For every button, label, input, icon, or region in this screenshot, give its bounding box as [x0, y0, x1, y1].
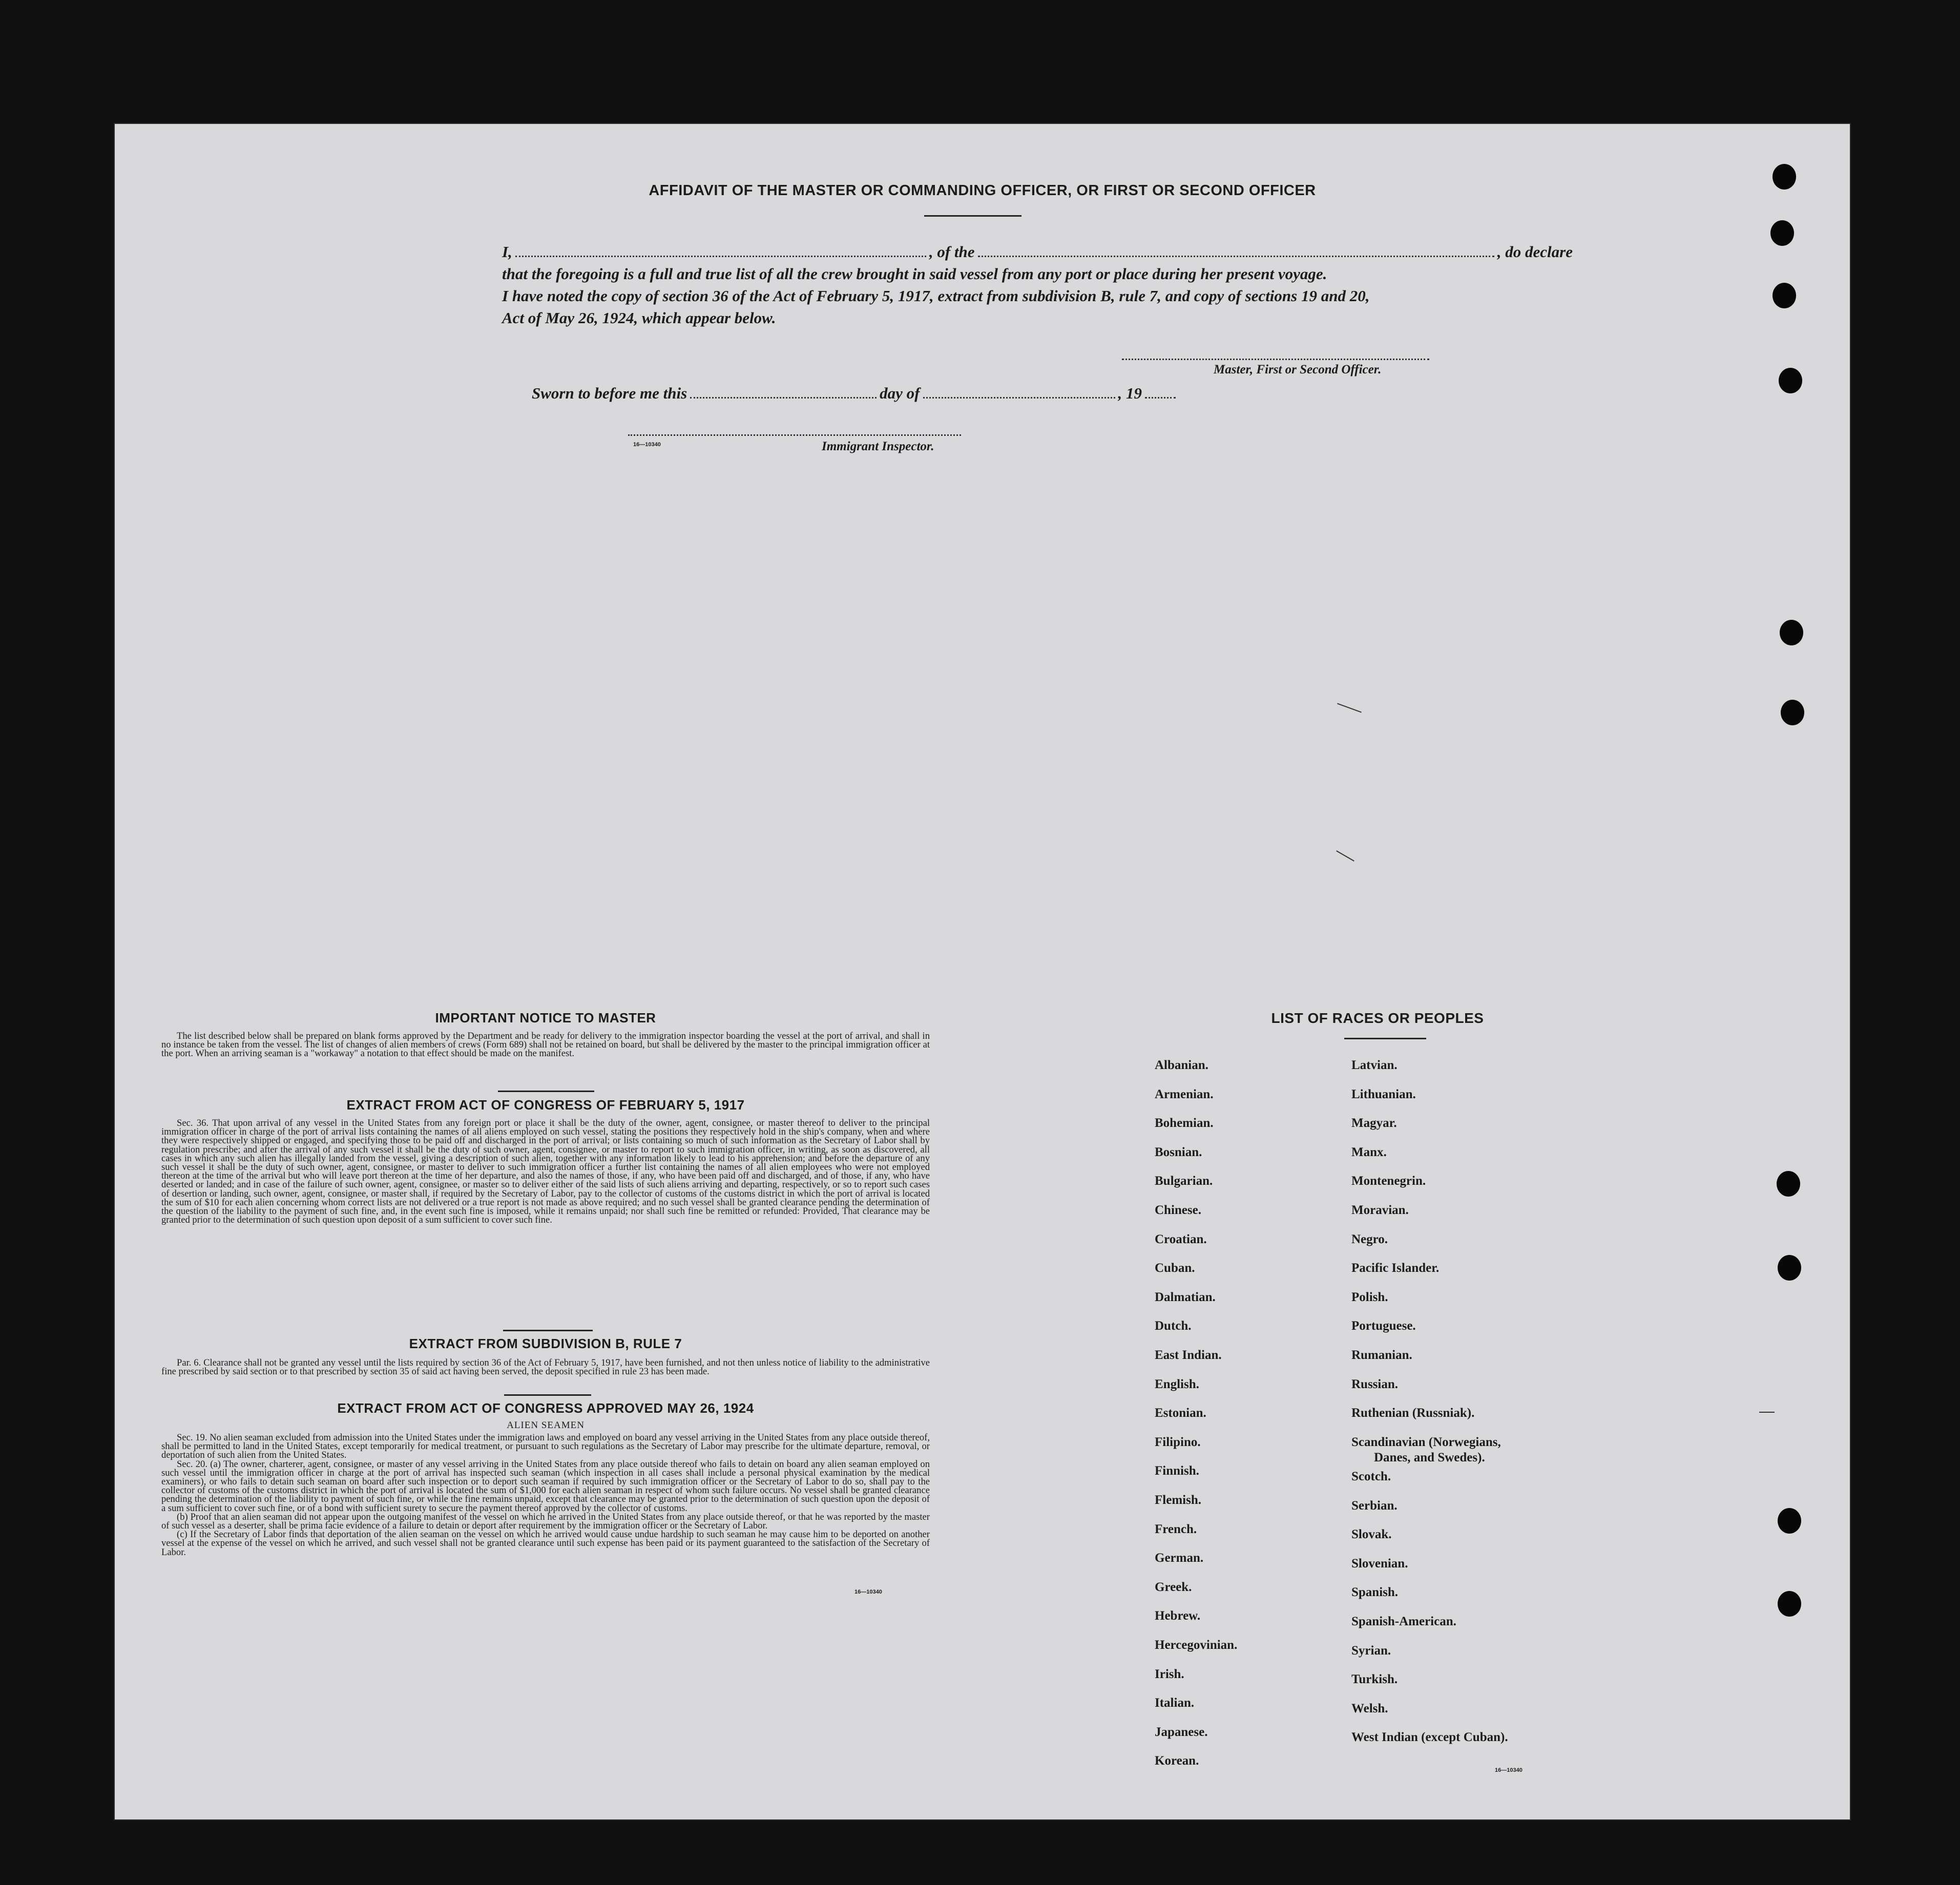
paragraph-6-text: Par. 6. Clearance shall not be granted any vessel until the lists required by section 36 of the Act of February 5, 1917, have been furnished, and not then unless notice of liability to the administrative fine prescribed by said section or to that prescribed by section 35 of said act having been served, the deposit specified in rule 23 has been made. — [161, 1357, 930, 1377]
race-item: Pacific Islander. — [1351, 1261, 1440, 1275]
rule-7-title: EXTRACT FROM SUBDIVISION B, RULE 7 — [409, 1336, 682, 1351]
race-item: Negro. — [1351, 1232, 1388, 1246]
sworn-month-blank[interactable] — [923, 397, 1115, 399]
master-signature-label: Master, First or Second Officer. — [1214, 363, 1382, 376]
declaration-declare: , do declare — [1497, 243, 1573, 261]
race-item: Polish. — [1351, 1290, 1388, 1304]
race-item: Spanish-American. — [1351, 1615, 1456, 1628]
declaration-line-4: Act of May 26, 1924, which appear below. — [502, 309, 776, 327]
binder-hole — [1773, 283, 1796, 308]
binder-hole — [1777, 1171, 1800, 1197]
section-20a-text: Sec. 20. (a) The owner, charterer, agent, consignee, or master of any vessel arriving in the United States from any place outside thereof who fails to detain on board any alien seaman employed on such vessel until the immigration officer in charge at the port of arrival has inspected such seaman (which inspection in all cases shall include a personal physical examination by the medical examiners), or who fails to detain such seaman on board after such inspection or to deport such seaman if required by such immigration officer or the Secretary of Labor to do so, shall pay to the collector of customs of the customs district in which the port of arrival is located the sum of $1,000 for each alien seaman in respect of whom such failure occurs. No vessel shall be granted clearance pending the determination of the liability to payment of such fine, or while the fine remains unpaid, except that clearance may be granted prior to the determination of such question upon the deposit of a sum sufficient to cover such fine, or of a bond with sufficient surety to secure the payment thereof approved by the collector of customs. — [161, 1458, 930, 1514]
race-item: Magyar. — [1351, 1116, 1397, 1130]
race-item: Ruthenian (Russniak). — [1351, 1406, 1475, 1420]
pencil-mark — [1336, 850, 1354, 862]
race-item: Flemish. — [1155, 1493, 1201, 1507]
year-prefix: , 19 — [1118, 384, 1142, 402]
section-20c-text: (c) If the Secretary of Labor finds that deportation of the alien seaman on the vessel on which he arrived would cause undue hardship to such seaman he may cause him to be deported on another vessel at the expense of the vessel on which he arrived, and such vessel shall not be granted clearance until such expense has been paid or its payment guaranteed to the satisfaction of the Secretary of Labor. — [161, 1529, 930, 1558]
race-item: Greek. — [1155, 1580, 1192, 1594]
races-title-underline — [1344, 1038, 1426, 1039]
races-title: LIST OF RACES OR PEOPLES — [1271, 1010, 1484, 1026]
race-item: East Indian. — [1155, 1348, 1222, 1362]
binder-hole — [1781, 700, 1804, 725]
declaration-of-the: , of the — [929, 243, 975, 261]
race-item: Dalmatian. — [1155, 1290, 1216, 1304]
race-item: West Indian (except Cuban). — [1351, 1730, 1508, 1744]
race-item: Lithuanian. — [1351, 1087, 1416, 1101]
race-item: Spanish. — [1351, 1585, 1399, 1599]
extract-1917-title: EXTRACT FROM ACT OF CONGRESS OF FEBRUARY 5, 1917 — [346, 1097, 745, 1113]
race-item: Dutch. — [1155, 1319, 1192, 1333]
race-item: Serbian. — [1351, 1499, 1398, 1513]
declaration-block — [502, 241, 1573, 329]
notice-text — [161, 1032, 930, 1058]
binder-hole — [1778, 1255, 1801, 1281]
race-item: Danes, and Swedes). — [1374, 1451, 1485, 1464]
notice-title: IMPORTANT NOTICE TO MASTER — [435, 1010, 656, 1025]
name-blank[interactable] — [515, 256, 926, 257]
section-36-text: Sec. 36. That upon arrival of any vessel in the United States from any foreign port or place it shall be the duty of the owner, agent, consignee, or master thereof to deliver to the principal immigration officer in charge of the port of arrival lists containing the names of all aliens employed on such vessel, stating the positions they respectively hold in the ship's company, when and where they were respectively shipped or engaged, and specifying those to be paid off and discharged in the port of arrival; or lists containing so much of such information as the Secretary of Labor shall by regulation prescribe; and after the arrival of any such vessel it shall be the duty of such owner, agent, consignee, or master to report to such immigration officer, in writing, as soon as discovered, all cases in which any such alien has illegally landed from the vessel, giving a description of such alien, together with any information likely to lead to his apprehension; and before the departure of any such vessel it shall be the duty of such owner, agent, consignee, or master to deliver to such immigration officer a further list containing the names of all alien employees who were not employed thereon at the time of the arrival but who will leave port thereon at the time of her departure, and also the names of those, if any, who have been paid off and discharged, and of those, if any, who have deserted or landed; and in case of the failure of such owner, agent, consignee, or master so to deliver either of the said lists of such aliens arriving and departing, respectively, or so to report such cases of desertion or landing, such owner, agent, consignee, or master shall, if required by the Secretary of Labor, pay to the collector of customs of the customs district in which the port of arrival is located the sum of $10 for each alien concerning whom correct lists are not delivered or a true report is not made as above required; and no such vessel shall be granted clearance pending the determination of the question of the liability to the payment of such fine, and, in the event such fine is imposed, while it remains unpaid; nor shall such fine be remitted or refunded: Provided, That clearance may be granted prior to the determination of such question upon deposit of a sum sufficient to cover such fine. — [161, 1118, 930, 1226]
extract-1924-text — [161, 1433, 930, 1557]
binder-hole — [1779, 368, 1802, 393]
race-item: Irish. — [1155, 1667, 1184, 1681]
race-item: Armenian. — [1155, 1087, 1214, 1101]
race-item: Rumanian. — [1351, 1348, 1412, 1362]
form-number-races: 16—10340 — [1495, 1767, 1523, 1773]
race-item: Korean. — [1155, 1754, 1199, 1768]
race-item: French. — [1155, 1522, 1197, 1536]
binder-hole — [1778, 1508, 1801, 1534]
divider — [498, 1091, 594, 1092]
alien-seamen-subtitle: ALIEN SEAMEN — [507, 1420, 585, 1431]
race-item: Manx. — [1351, 1145, 1387, 1159]
binder-hole — [1780, 620, 1803, 645]
race-item: Hercegovinian. — [1155, 1638, 1238, 1652]
declaration-line-2: that the foregoing is a full and true list of all the crew brought in said vessel from any port or place during her present voyage. — [502, 265, 1327, 283]
race-item: Bulgarian. — [1155, 1174, 1213, 1188]
rule-7-text — [161, 1358, 930, 1376]
title-underline — [924, 215, 1021, 217]
inspector-signature-line[interactable] — [628, 434, 961, 436]
pencil-mark — [1337, 703, 1362, 713]
race-item: Cuban. — [1155, 1261, 1195, 1275]
race-item: Japanese. — [1155, 1725, 1208, 1739]
race-item: Finnish. — [1155, 1464, 1199, 1478]
form-number-affidavit: 16—10340 — [633, 442, 661, 448]
race-item: Filipino. — [1155, 1435, 1201, 1449]
race-item: Montenegrin. — [1351, 1174, 1426, 1188]
race-item: Turkish. — [1351, 1672, 1398, 1686]
sworn-year-blank[interactable] — [1145, 397, 1176, 399]
inspector-label: Immigrant Inspector. — [822, 439, 934, 453]
sworn-line — [532, 382, 1351, 404]
sworn-day-blank[interactable] — [690, 397, 877, 399]
race-item: Slovak. — [1351, 1527, 1392, 1541]
race-item: Scandinavian (Norwegians, — [1351, 1435, 1501, 1449]
pencil-mark — [1759, 1412, 1775, 1413]
race-item: Italian. — [1155, 1696, 1195, 1710]
section-20b-text: (b) Proof that an alien seaman did not appear upon the outgoing manifest of the vessel on which he arrived in the United States from any place outside thereof, or that he was reported by the master of such vessel as a deserter, shall be prima facie evidence of a failure to detain or deport after requirement by the immigration officer or the Secretary of Labor. — [161, 1511, 930, 1532]
race-item: Russian. — [1351, 1377, 1399, 1391]
section-19-text: Sec. 19. No alien seaman excluded from admission into the United States under the immigration laws and employed on board any vessel arriving in the United States from any place outside thereof, shall be permitted to land in the United States, except temporarily for medical treatment, or pursuant to such regulations as the Secretary of Labor may prescribe for the ultimate departure, removal, or deportation of such alien from the United States. — [161, 1432, 930, 1461]
extract-1924-title: EXTRACT FROM ACT OF CONGRESS APPROVED MAY 26, 1924 — [337, 1400, 754, 1416]
form-page — [115, 124, 1850, 1819]
divider — [503, 1330, 593, 1331]
notice-body: The list described below shall be prepared on blank forms approved by the Department and be ready for delivery to the immigration inspector boarding the vessel at the port of arrival, and shall in no instance be taken from the vessel. The list of changes of alien members of crews (Form 689) shall not be retained on board, but shall be delivered by the master to the principal immigration officer at the port. When an arriving seaman is a "workaway" a notation to that effect should be made on the manifest. — [161, 1031, 930, 1059]
race-item: Portuguese. — [1351, 1319, 1416, 1333]
divider — [504, 1394, 591, 1396]
master-signature-line[interactable] — [1122, 359, 1429, 360]
declaration-line-1 — [502, 241, 1573, 263]
affidavit-title: AFFIDAVIT OF THE MASTER OR COMMANDING OFFICER, OR FIRST OR SECOND OFFICER — [649, 182, 1316, 199]
race-item: Scotch. — [1351, 1470, 1391, 1483]
race-item: Bohemian. — [1155, 1116, 1214, 1130]
race-item: Latvian. — [1351, 1058, 1398, 1072]
race-item: Estonian. — [1155, 1406, 1206, 1420]
race-item: Bosnian. — [1155, 1145, 1202, 1159]
binder-hole — [1770, 220, 1794, 246]
race-item: Welsh. — [1351, 1702, 1388, 1715]
race-item: Moravian. — [1351, 1203, 1409, 1217]
vessel-blank[interactable] — [978, 256, 1494, 257]
extract-1917-text — [161, 1119, 930, 1224]
race-item: Albanian. — [1155, 1058, 1208, 1072]
race-item: German. — [1155, 1551, 1204, 1565]
declaration-line-3: I have noted the copy of section 36 of the Act of February 5, 1917, extract from subdivision B, rule 7, and copy of sections 19 and 20, — [502, 287, 1370, 305]
binder-hole — [1778, 1591, 1801, 1617]
form-number-extract: 16—10340 — [854, 1589, 882, 1595]
sworn-label: Sworn to before me this — [532, 384, 687, 402]
race-item: Syrian. — [1351, 1644, 1391, 1658]
race-item: Slovenian. — [1351, 1557, 1408, 1570]
race-item: Chinese. — [1155, 1203, 1201, 1217]
day-of-label: day of — [880, 384, 920, 402]
race-item: Croatian. — [1155, 1232, 1207, 1246]
race-item: Hebrew. — [1155, 1609, 1201, 1623]
race-item: English. — [1155, 1377, 1199, 1391]
declaration-i: I, — [502, 243, 512, 261]
